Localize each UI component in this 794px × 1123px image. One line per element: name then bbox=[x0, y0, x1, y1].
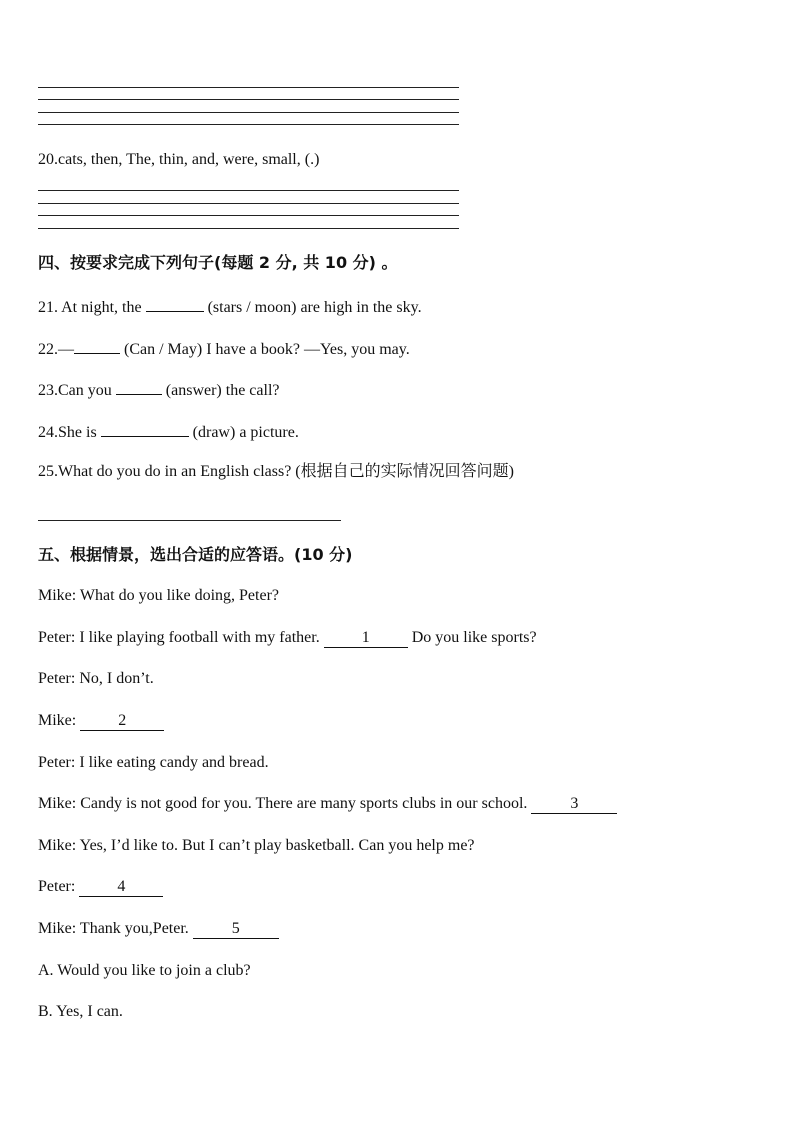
question-text: 23.Can you bbox=[38, 382, 116, 399]
question-text: (stars / moon) are high in the sky. bbox=[203, 299, 422, 316]
dialogue-line bbox=[38, 628, 537, 648]
answer-line bbox=[38, 203, 459, 204]
question-text: (Can / May) I have a book? —Yes, you may. bbox=[120, 341, 410, 358]
answer-line[interactable] bbox=[38, 520, 341, 521]
question-text: 21. At night, the bbox=[38, 299, 146, 316]
dialogue-line bbox=[38, 711, 164, 731]
question-text: (answer) the call? bbox=[161, 382, 280, 399]
answer-blank-3[interactable]: 3 bbox=[531, 795, 617, 814]
answer-line bbox=[38, 124, 459, 125]
question-23 bbox=[38, 378, 280, 401]
dialogue-line bbox=[38, 794, 617, 814]
answer-line bbox=[38, 87, 459, 88]
dialogue-text: Do you like sports? bbox=[407, 629, 537, 646]
answer-blank-5[interactable]: 5 bbox=[193, 920, 279, 939]
option-b: B. Yes, I can. bbox=[38, 1003, 123, 1020]
fill-blank[interactable] bbox=[74, 337, 120, 354]
answer-blank-2[interactable]: 2 bbox=[80, 712, 164, 731]
question-25: 25.What do you do in an English class? (根据自己的实际情况回答问题) bbox=[38, 463, 514, 480]
fill-blank[interactable] bbox=[116, 378, 162, 395]
question-22 bbox=[38, 337, 410, 360]
answer-blank-1[interactable]: 1 bbox=[324, 629, 408, 648]
fill-blank[interactable] bbox=[146, 295, 204, 312]
dialogue-line bbox=[38, 919, 279, 939]
dialogue-line: Peter: No, I don’t. bbox=[38, 670, 154, 687]
section-5-heading: 五、根据情景，选出合适的应答语。(10 分) bbox=[38, 545, 353, 564]
dialogue-line: Mike: What do you like doing, Peter? bbox=[38, 587, 279, 604]
answer-line bbox=[38, 228, 459, 229]
question-text: 24.She is bbox=[38, 424, 101, 441]
dialogue-line: Peter: I like eating candy and bread. bbox=[38, 754, 269, 771]
answer-line bbox=[38, 215, 459, 216]
dialogue-line: Mike: Yes, I’d like to. But I can’t play basketball. Can you help me? bbox=[38, 837, 475, 854]
dialogue-line bbox=[38, 877, 163, 897]
dialogue-text: Peter: I like playing football with my father. bbox=[38, 629, 324, 646]
section-4-heading: 四、按要求完成下列句子(每题 2 分, 共 10 分) 。 bbox=[38, 253, 398, 272]
fill-blank[interactable] bbox=[101, 420, 189, 437]
question-24 bbox=[38, 420, 299, 443]
question-21 bbox=[38, 295, 422, 318]
dialogue-text: Mike: Candy is not good for you. There are many sports clubs in our school. bbox=[38, 795, 532, 812]
answer-line bbox=[38, 112, 459, 113]
answer-line bbox=[38, 99, 459, 100]
dialogue-text: Mike: bbox=[38, 712, 81, 729]
answer-line bbox=[38, 190, 459, 191]
question-text: 22.— bbox=[38, 341, 74, 358]
question-20: 20.cats, then, The, thin, and, were, small, (.) bbox=[38, 151, 320, 168]
question-text: (draw) a picture. bbox=[188, 424, 299, 441]
dialogue-text: Peter: bbox=[38, 878, 80, 895]
answer-blank-4[interactable]: 4 bbox=[79, 878, 163, 897]
option-a: A. Would you like to join a club? bbox=[38, 962, 251, 979]
dialogue-text: Mike: Thank you,Peter. bbox=[38, 920, 193, 937]
